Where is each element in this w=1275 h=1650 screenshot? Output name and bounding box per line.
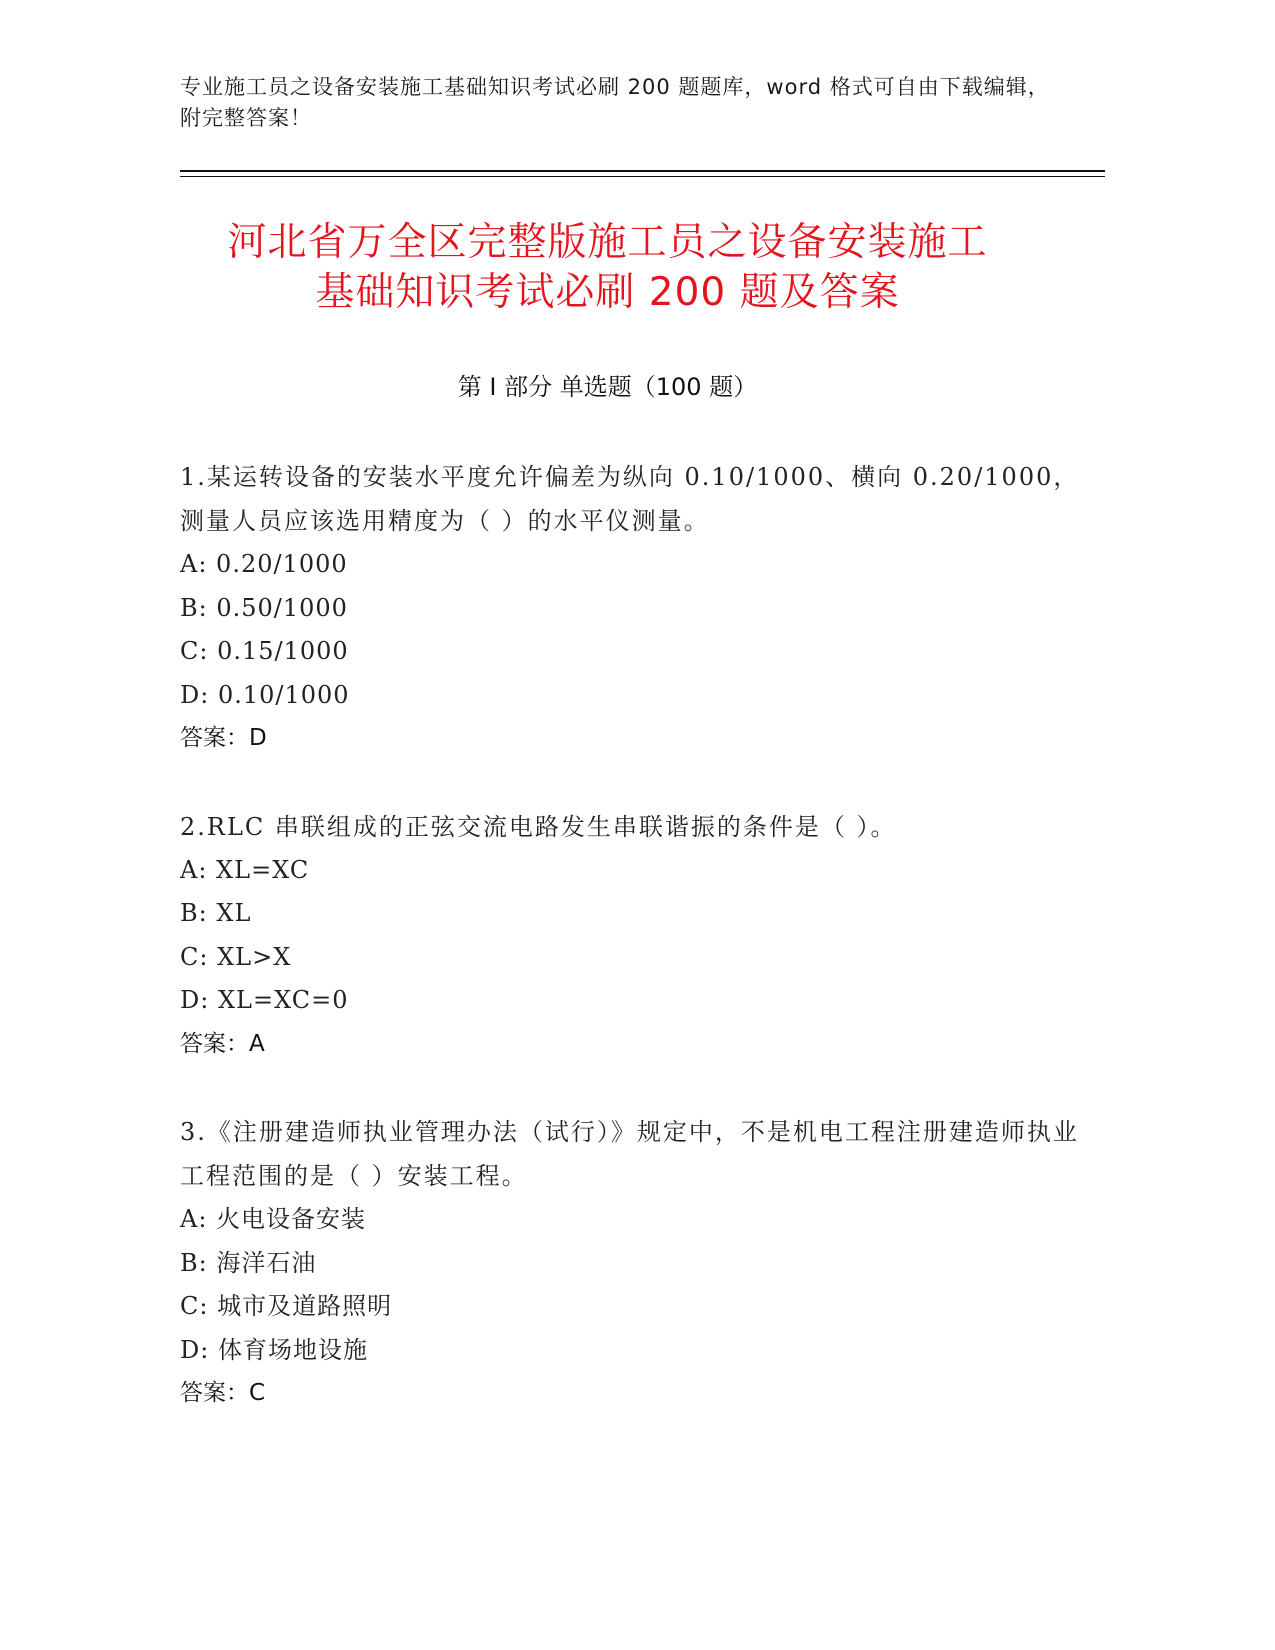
header-divider-thick: [180, 170, 1105, 172]
option-d: D: 0.10/1000: [180, 680, 350, 709]
option-a: A: XL=XC: [180, 855, 310, 884]
section-title: 第 I 部分 单选题（100 题）: [457, 373, 758, 401]
option-b: B: 海洋石油: [180, 1248, 317, 1277]
document-title-line-1: 河北省万全区完整版施工员之设备安装施工: [227, 220, 988, 265]
question-stem: 2.RLC 串联组成的正弦交流电路发生串联谐振的条件是（ ）。: [180, 812, 897, 841]
option-a: A: 火电设备安装: [180, 1205, 367, 1233]
option-b: B: XL: [180, 899, 252, 927]
answer: 答案：C: [180, 1380, 266, 1406]
answer: 答案：A: [180, 1030, 265, 1057]
option-c: C: 城市及道路照明: [180, 1292, 393, 1320]
option-a: A: 0.20/1000: [180, 550, 348, 578]
option-b: B: 0.50/1000: [180, 593, 348, 622]
question-stem: 3.《注册建造师执业管理办法（试行）》规定中，不是机电工程注册建造师执业工程范围的是（ ）安装工程。: [180, 1118, 1079, 1190]
document-title-line-2: 基础知识考试必刷 200 题及答案: [315, 270, 900, 315]
header-note: 专业施工员之设备安装施工基础知识考试必刷 200 题题库，word 格式可自由下载编辑，附完整答案！: [180, 75, 1050, 130]
question-stem: 1.某运转设备的安装水平度允许偏差为纵向 0.10/1000、横向 0.20/1000，测量人员应该选用精度为（ ）的水平仪测量。: [180, 463, 1080, 535]
document-title: [150, 218, 1065, 318]
question-list: [180, 455, 1080, 1460]
header-divider-thin: [180, 176, 1105, 177]
option-c: C: XL>X: [180, 942, 292, 971]
option-d: D: 体育场地设施: [180, 1335, 368, 1364]
question-2: [180, 805, 1080, 1067]
question-1: [180, 455, 1080, 761]
answer: 答案：D: [180, 725, 267, 751]
option-d: D: XL=XC=0: [180, 986, 349, 1014]
option-c: C: 0.15/1000: [180, 637, 349, 665]
question-3: [180, 1110, 1080, 1416]
